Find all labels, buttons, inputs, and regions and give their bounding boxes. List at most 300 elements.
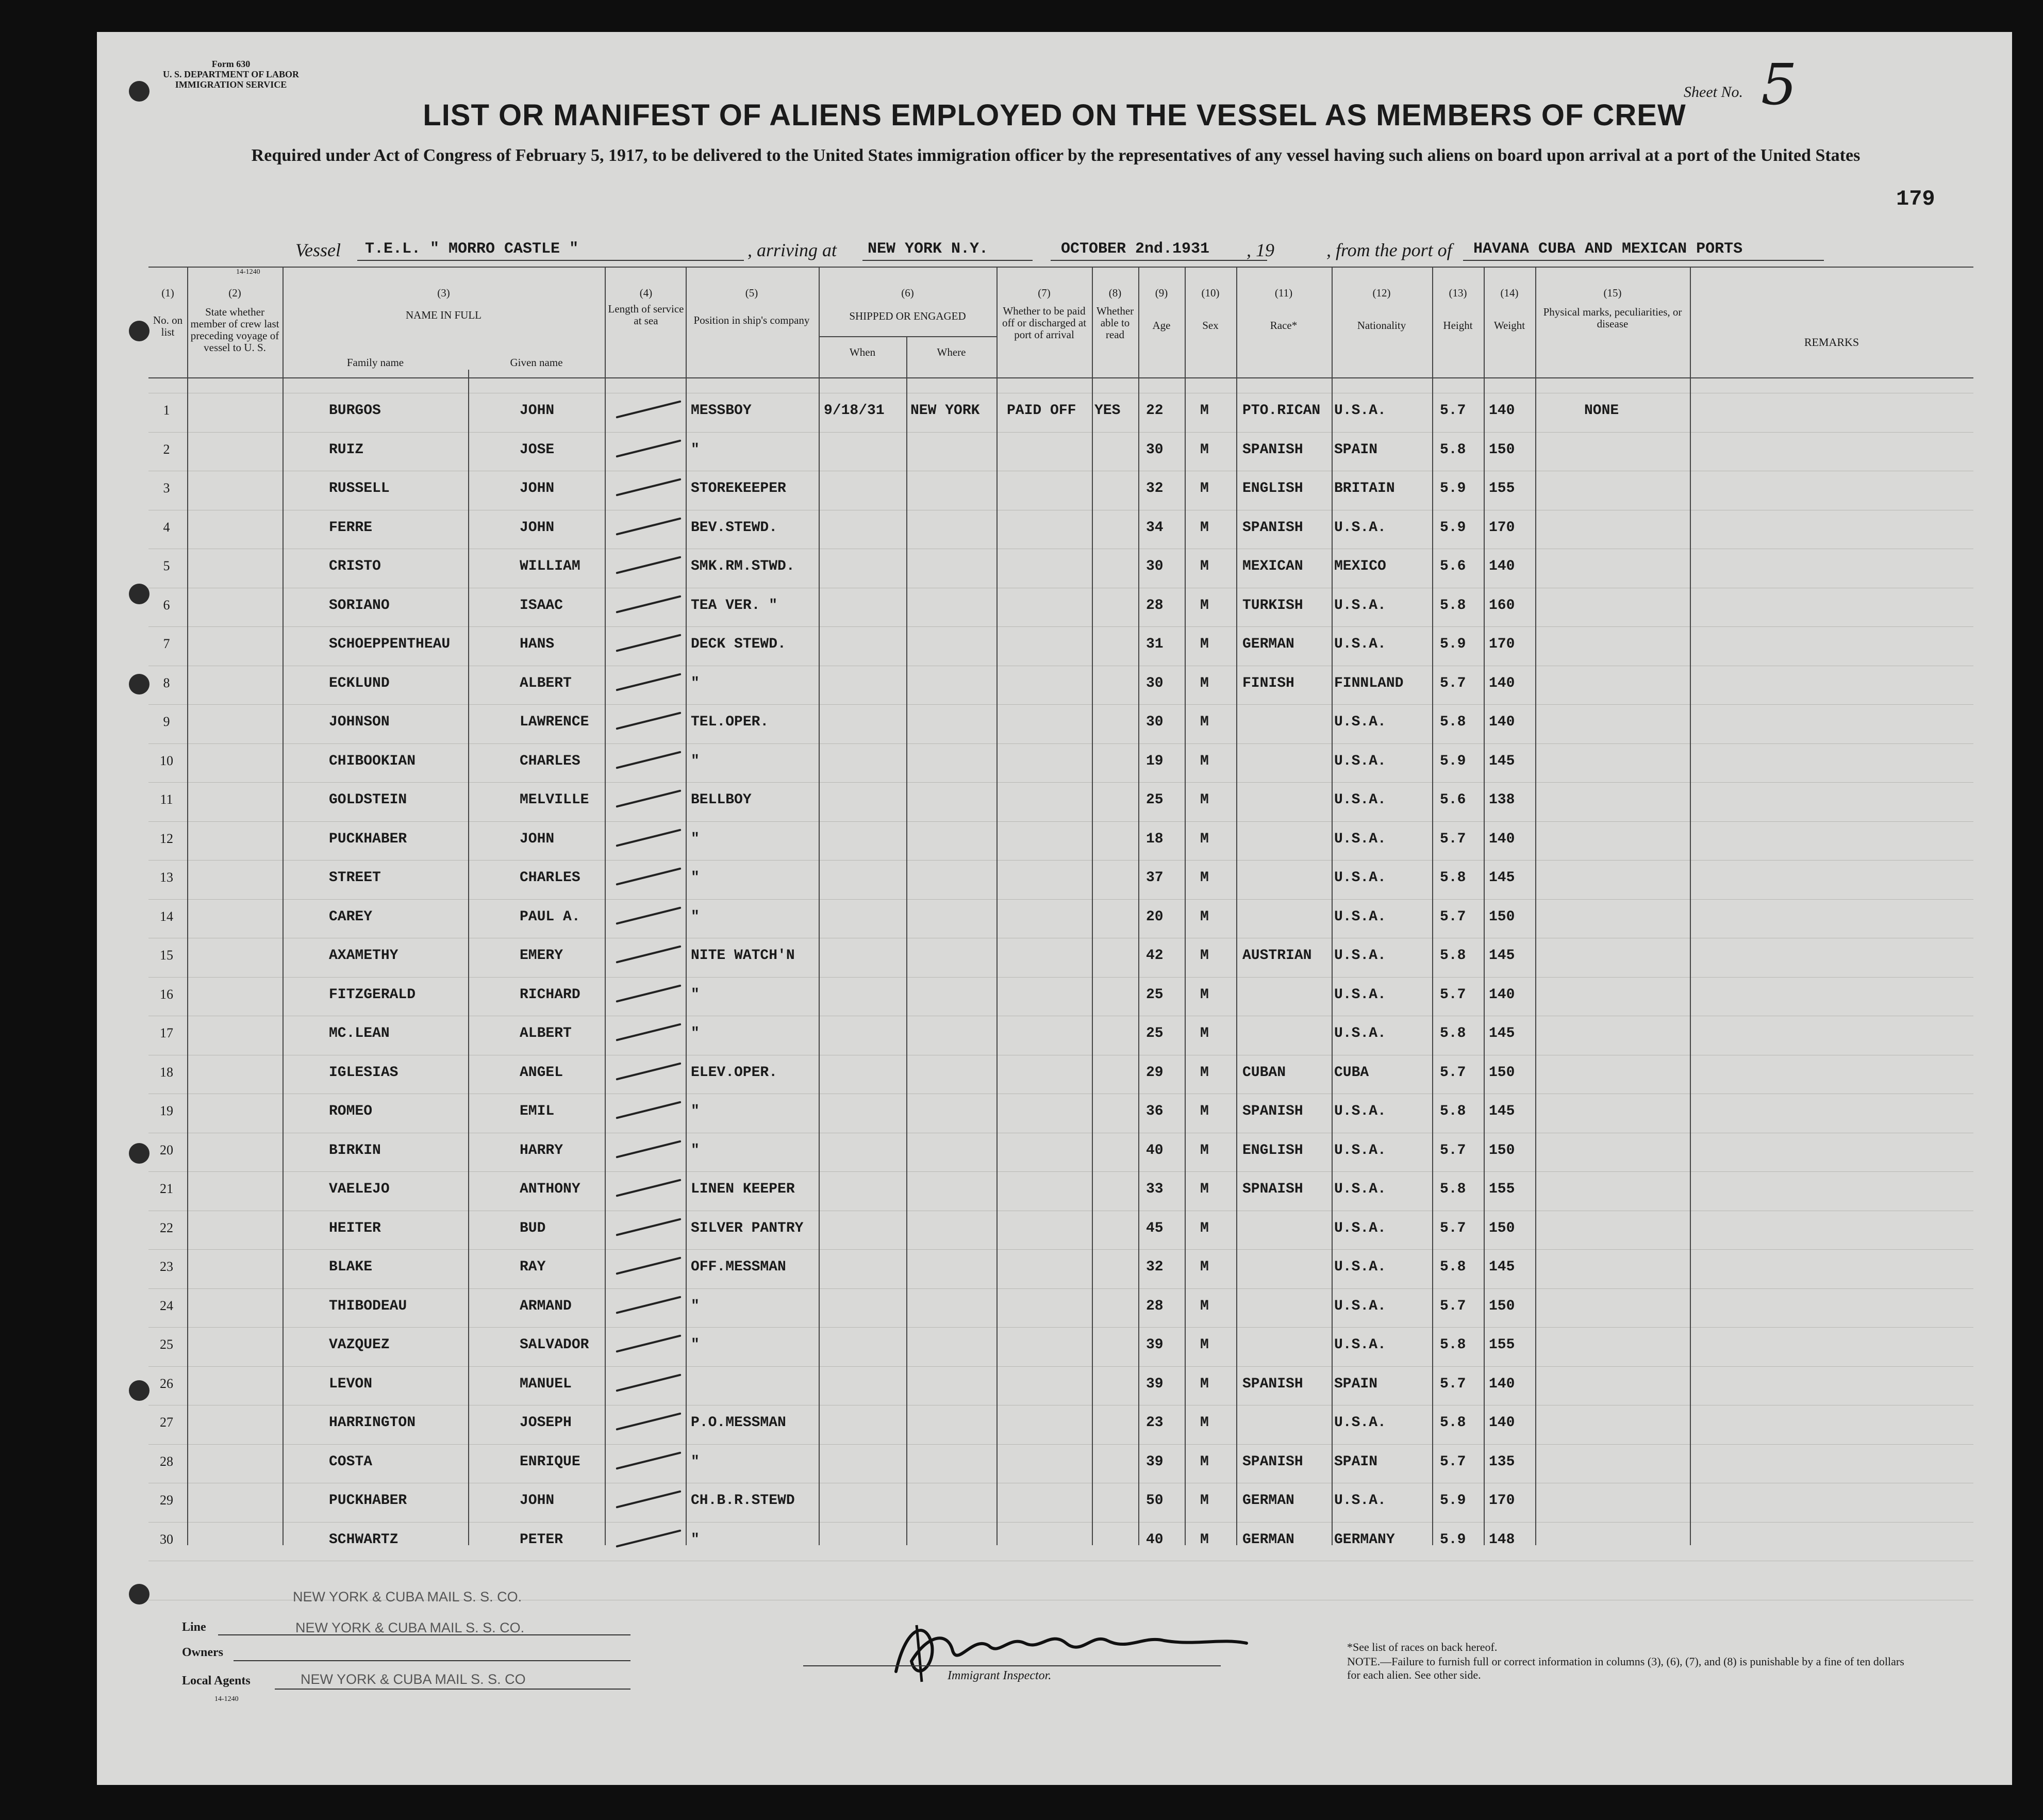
cell-family-name: IGLESIAS (329, 1064, 398, 1081)
col2-number: (2) (228, 287, 241, 299)
cell-age: 30 (1146, 714, 1164, 730)
col11-header: Race* (1270, 319, 1298, 332)
cell-family-name: BIRKIN (329, 1142, 381, 1159)
cell-age: 36 (1146, 1103, 1164, 1119)
cell-family-name: AXAMETHY (329, 948, 398, 964)
cell-position: SMK.RM.STWD. (691, 558, 795, 574)
cell-sex: M (1200, 519, 1209, 536)
cell-sex: M (1200, 636, 1209, 652)
crew-table (148, 267, 1973, 1556)
cell-sex: M (1200, 948, 1209, 964)
vessel-name: T.E.L. " MORRO CASTLE " (365, 240, 579, 258)
service-check-mark (616, 595, 681, 613)
cell-row-number: 11 (160, 792, 173, 807)
cell-family-name: ROMEO (329, 1103, 373, 1119)
cell-row-number: 2 (163, 441, 170, 457)
cell-height: 5.7 (1440, 675, 1466, 691)
cell-given-name: HARRY (520, 1142, 563, 1159)
cell-given-name: BUD (520, 1220, 546, 1236)
col5-header: Position in ship's company (693, 314, 810, 326)
cell-height: 5.8 (1440, 870, 1466, 886)
cell-weight: 140 (1489, 714, 1515, 730)
cell-age: 19 (1146, 753, 1164, 769)
cell-row-number: 7 (163, 636, 170, 651)
cell-height: 5.7 (1440, 1376, 1466, 1392)
cell-family-name: HARRINGTON (329, 1415, 416, 1431)
cell-family-name: MC.LEAN (329, 1025, 390, 1041)
cell-nationality: U.S.A. (1334, 1181, 1386, 1197)
cell-position: OFF.MESSMAN (691, 1259, 786, 1275)
cell-height: 5.8 (1440, 1337, 1466, 1353)
cell-nationality: U.S.A. (1334, 1337, 1386, 1353)
cell-weight: 170 (1489, 636, 1515, 652)
page-subtitle: Required under Act of Congress of February 5, 1917, to be delivered to the United States immigration officer by the representatives of any vessel having such aliens on board upon arrival at a port of the United States (251, 146, 1861, 165)
cell-nationality: U.S.A. (1334, 597, 1386, 614)
cell-row-number: 23 (160, 1259, 173, 1274)
cell-position: " (691, 1453, 700, 1470)
cell-row-number: 6 (163, 597, 170, 613)
cell-age: 50 (1146, 1493, 1164, 1509)
col10-number: (10) (1201, 287, 1220, 299)
cell-nationality: U.S.A. (1334, 1103, 1386, 1119)
service-check-mark (616, 439, 681, 457)
col6-number: (6) (901, 287, 914, 299)
cell-given-name: SALVADOR (520, 1337, 589, 1353)
cell-row-number: 10 (160, 753, 173, 768)
cell-sex: M (1200, 441, 1209, 458)
cell-nationality: MEXICO (1334, 558, 1386, 574)
cell-family-name: ECKLUND (329, 675, 390, 691)
cell-position: " (691, 870, 700, 886)
cell-age: 37 (1146, 870, 1164, 886)
service-check-mark (616, 400, 681, 418)
cell-nationality: FINNLAND (1334, 675, 1404, 691)
cell-weight: 150 (1489, 1142, 1515, 1159)
service-check-mark (616, 751, 681, 769)
cell-race: SPANISH (1242, 1103, 1303, 1119)
cell-height: 5.7 (1440, 1453, 1466, 1470)
col6b-header: Where (937, 346, 966, 358)
service-check-mark (616, 867, 681, 885)
cell-nationality: U.S.A. (1334, 1220, 1386, 1236)
cell-race: MEXICAN (1242, 558, 1303, 574)
col7-header: Whether to be paid off or discharged at port of arrival (1002, 305, 1087, 341)
cell-race: SPANISH (1242, 441, 1303, 458)
cell-age: 30 (1146, 441, 1164, 458)
cell-weight: 145 (1489, 948, 1515, 964)
col3a-header: Family name (346, 356, 404, 369)
cell-age: 40 (1146, 1531, 1164, 1548)
cell-row-number: 20 (160, 1142, 173, 1157)
cell-weight: 145 (1489, 753, 1515, 769)
cell-race: ENGLISH (1242, 481, 1303, 497)
cell-given-name: MANUEL (520, 1376, 572, 1392)
cell-weight: 145 (1489, 1025, 1515, 1041)
cell-row-number: 25 (160, 1337, 173, 1352)
cell-weight: 140 (1489, 831, 1515, 847)
form-header (154, 59, 308, 90)
cell-position: " (691, 1103, 700, 1119)
cell-race: PTO.RICAN (1242, 403, 1321, 419)
cell-family-name: RUIZ (329, 441, 364, 458)
cell-race: GERMAN (1242, 636, 1294, 652)
cell-shipped-where: NEW YORK (910, 403, 980, 419)
cell-row-number: 3 (163, 481, 170, 495)
cell-position: MESSBOY (691, 403, 752, 419)
cell-age: 34 (1146, 519, 1164, 536)
cell-weight: 138 (1489, 792, 1515, 808)
service-check-mark (616, 1451, 681, 1469)
cell-given-name: JOHN (520, 403, 555, 419)
cell-weight: 155 (1489, 1181, 1515, 1197)
cell-row-number: 12 (160, 831, 173, 846)
col4-number: (4) (639, 287, 653, 299)
cell-nationality: SPAIN (1334, 1453, 1378, 1470)
cell-family-name: CAREY (329, 908, 373, 925)
cell-height: 5.8 (1440, 1259, 1466, 1275)
cell-age: 18 (1146, 831, 1164, 847)
cell-given-name: JOSE (520, 441, 555, 458)
cell-family-name: PUCKHABER (329, 1493, 407, 1509)
cell-given-name: ALBERT (520, 675, 572, 691)
cell-weight: 150 (1489, 1064, 1515, 1081)
col13-header: Height (1443, 319, 1473, 332)
owners-stamp: NEW YORK & CUBA MAIL S. S. CO. (295, 1620, 525, 1635)
cell-age: 39 (1146, 1376, 1164, 1392)
line-label: Line (182, 1620, 206, 1634)
cell-age: 25 (1146, 792, 1164, 808)
cell-height: 5.6 (1440, 558, 1466, 574)
cell-race: FINISH (1242, 675, 1294, 691)
cell-row-number: 30 (160, 1531, 173, 1547)
cell-given-name: RICHARD (520, 986, 580, 1003)
col9-header: Age (1152, 319, 1171, 332)
cell-height: 5.7 (1440, 1298, 1466, 1314)
cell-height: 5.7 (1440, 1064, 1466, 1081)
cell-physical-marks: NONE (1584, 403, 1619, 419)
cell-given-name: ENRIQUE (520, 1453, 580, 1470)
cell-position: " (691, 441, 700, 458)
cell-age: 29 (1146, 1064, 1164, 1081)
cell-height: 5.9 (1440, 1493, 1466, 1509)
col1-header: No. on list (153, 314, 183, 338)
cell-sex: M (1200, 1142, 1209, 1159)
cell-family-name: LEVON (329, 1376, 373, 1392)
form-number: Form 630 (211, 59, 251, 69)
cell-nationality: U.S.A. (1334, 908, 1386, 925)
col12-header: Nationality (1357, 319, 1406, 332)
cell-row-number: 17 (160, 1025, 173, 1040)
cell-height: 5.9 (1440, 753, 1466, 769)
cell-nationality: SPAIN (1334, 441, 1378, 458)
cell-age: 32 (1146, 1259, 1164, 1275)
owners-label: Owners (182, 1646, 223, 1659)
cell-age: 32 (1146, 481, 1164, 497)
service-check-mark (616, 1062, 681, 1080)
cell-sex: M (1200, 986, 1209, 1003)
cell-row-number: 19 (160, 1103, 173, 1118)
cell-sex: M (1200, 675, 1209, 691)
cell-nationality: SPAIN (1334, 1376, 1378, 1392)
cell-given-name: JOHN (520, 519, 555, 536)
cell-nationality: U.S.A. (1334, 753, 1386, 769)
cell-weight: 140 (1489, 986, 1515, 1003)
cell-age: 39 (1146, 1453, 1164, 1470)
col3-header: NAME IN FULL (406, 309, 481, 321)
cell-given-name: LAWRENCE (520, 714, 589, 730)
cell-race: SPANISH (1242, 1376, 1303, 1392)
sheet-number-value: 5 (1761, 52, 1797, 118)
page-reference-number: 179 (1896, 187, 1935, 211)
service-check-mark (616, 906, 681, 924)
cell-weight: 150 (1489, 1298, 1515, 1314)
cell-given-name: ALBERT (520, 1025, 572, 1041)
cell-shipped-when: 9/18/31 (824, 403, 885, 419)
cell-position: " (691, 1531, 700, 1548)
cell-position: STOREKEEPER (691, 481, 786, 497)
cell-position: " (691, 1337, 700, 1353)
cell-row-number: 24 (160, 1298, 173, 1313)
cell-family-name: HEITER (329, 1220, 381, 1236)
cell-given-name: CHARLES (520, 870, 580, 886)
cell-row-number: 27 (160, 1415, 173, 1430)
service-check-mark (616, 712, 681, 730)
cell-family-name: SCHOEPPENTHEAU (329, 636, 451, 652)
cell-height: 5.8 (1440, 597, 1466, 614)
service-check-mark (616, 945, 681, 963)
cell-age: 31 (1146, 636, 1164, 652)
col5-number: (5) (745, 287, 758, 299)
cell-given-name: JOHN (520, 481, 555, 497)
cell-row-number: 14 (160, 908, 173, 924)
page-title: LIST OR MANIFEST OF ALIENS EMPLOYED ON THE VESSEL AS MEMBERS OF CREW (423, 98, 1686, 132)
fine-note: NOTE.—Failure to furnish full or correct information in columns (3), (6), (7), and (8) is punishable by a fine of ten dollars for each alien. See other side. (1347, 1655, 1904, 1681)
vessel-label: Vessel (295, 240, 341, 260)
cell-sex: M (1200, 753, 1209, 769)
cell-nationality: GERMANY (1334, 1531, 1395, 1548)
cell-position: " (691, 675, 700, 691)
col2-header: State whether member of crew last preceding voyage of vessel to U. S. (190, 306, 279, 354)
cell-age: 25 (1146, 1025, 1164, 1041)
cell-row-number: 4 (163, 519, 170, 535)
cell-given-name: HANS (520, 636, 555, 652)
cell-height: 5.8 (1440, 948, 1466, 964)
service-check-mark (616, 1490, 681, 1508)
col12-number: (12) (1372, 287, 1391, 299)
from-port-label: , from the port of (1326, 240, 1452, 260)
cell-row-number: 28 (160, 1453, 173, 1469)
cell-sex: M (1200, 403, 1209, 419)
cell-weight: 135 (1489, 1453, 1515, 1470)
cell-nationality: U.S.A. (1334, 1142, 1386, 1159)
agents-stamp: NEW YORK & CUBA MAIL S. S. CO (301, 1672, 526, 1687)
cell-family-name: BLAKE (329, 1259, 373, 1275)
cell-position: SILVER PANTRY (691, 1220, 804, 1236)
cell-height: 5.7 (1440, 908, 1466, 925)
cell-weight: 150 (1489, 908, 1515, 925)
cell-sex: M (1200, 481, 1209, 497)
cell-family-name: JOHNSON (329, 714, 390, 730)
cell-position: CH.B.R.STEWD (691, 1493, 795, 1509)
cell-family-name: VAELEJO (329, 1181, 390, 1197)
cell-family-name: VAZQUEZ (329, 1337, 390, 1353)
cell-able-to-read: YES (1094, 403, 1121, 419)
cell-weight: 140 (1489, 1415, 1515, 1431)
cell-nationality: U.S.A. (1334, 1298, 1386, 1314)
cell-given-name: ARMAND (520, 1298, 572, 1314)
cell-height: 5.7 (1440, 1220, 1466, 1236)
cell-height: 5.7 (1440, 403, 1466, 419)
cell-family-name: CRISTO (329, 558, 381, 574)
cell-family-name: SORIANO (329, 597, 390, 614)
cell-height: 5.6 (1440, 792, 1466, 808)
cell-age: 23 (1146, 1415, 1164, 1431)
col10-header: Sex (1202, 319, 1219, 332)
cell-position: P.O.MESSMAN (691, 1415, 786, 1431)
cell-race: TURKISH (1242, 597, 1303, 614)
form-service: IMMIGRATION SERVICE (175, 79, 287, 90)
cell-given-name: EMERY (520, 948, 563, 964)
cell-weight: 145 (1489, 1259, 1515, 1275)
cell-weight: 170 (1489, 519, 1515, 536)
service-check-mark (616, 984, 681, 1002)
cell-height: 5.8 (1440, 1415, 1466, 1431)
cell-family-name: PUCKHABER (329, 831, 407, 847)
cell-given-name: MELVILLE (520, 792, 589, 808)
service-check-mark (616, 1218, 681, 1236)
service-check-mark (616, 1412, 681, 1430)
form-dept: U. S. DEPARTMENT OF LABOR (162, 69, 300, 79)
cell-height: 5.9 (1440, 636, 1466, 652)
cell-row-number: 16 (160, 986, 173, 1002)
cell-given-name: WILLIAM (520, 558, 580, 574)
service-check-mark (616, 1256, 681, 1275)
cell-family-name: COSTA (329, 1453, 373, 1470)
cell-family-name: FITZGERALD (329, 986, 416, 1003)
col3b-header: Given name (510, 356, 563, 369)
cell-sex: M (1200, 831, 1209, 847)
cell-race: SPANISH (1242, 1453, 1303, 1470)
cell-nationality: U.S.A. (1334, 986, 1386, 1003)
cell-age: 28 (1146, 597, 1164, 614)
col13-number: (13) (1449, 287, 1467, 299)
service-check-mark (616, 478, 681, 496)
cell-nationality: U.S.A. (1334, 1493, 1386, 1509)
col14-number: (14) (1500, 287, 1519, 299)
cell-height: 5.8 (1440, 1025, 1466, 1041)
service-check-mark (616, 1374, 681, 1392)
cell-family-name: GOLDSTEIN (329, 792, 407, 808)
cell-sex: M (1200, 1376, 1209, 1392)
cell-age: 45 (1146, 1220, 1164, 1236)
service-check-mark (616, 634, 681, 652)
cell-race: ENGLISH (1242, 1142, 1303, 1159)
arriving-label: , arriving at (748, 240, 837, 260)
cell-sex: M (1200, 714, 1209, 730)
col9-number: (9) (1155, 287, 1168, 299)
cell-sex: M (1200, 1453, 1209, 1470)
cell-weight: 145 (1489, 1103, 1515, 1119)
cell-nationality: U.S.A. (1334, 714, 1386, 730)
cell-family-name: THIBODEAU (329, 1298, 407, 1314)
cell-given-name: PETER (520, 1531, 563, 1548)
cell-nationality: U.S.A. (1334, 403, 1386, 419)
cell-sex: M (1200, 1493, 1209, 1509)
cell-position: LINEN KEEPER (691, 1181, 795, 1197)
col4-header: Length of service at sea (608, 303, 684, 327)
cell-nationality: U.S.A. (1334, 1025, 1386, 1041)
cell-weight: 140 (1489, 675, 1515, 691)
cell-weight: 155 (1489, 481, 1515, 497)
cell-height: 5.9 (1440, 1531, 1466, 1548)
form-code-bottom: 14-1240 (214, 1695, 239, 1703)
cell-age: 33 (1146, 1181, 1164, 1197)
cell-height: 5.8 (1440, 441, 1466, 458)
cell-position: BELLBOY (691, 792, 752, 808)
races-note: *See list of races on back hereof. (1347, 1641, 1498, 1653)
cell-family-name: SCHWARTZ (329, 1531, 398, 1548)
inspector-signature (886, 1615, 1288, 1687)
col14-header: Weight (1493, 319, 1525, 332)
cell-nationality: U.S.A. (1334, 948, 1386, 964)
arrival-date: OCTOBER 2nd.1931 (1061, 240, 1210, 258)
cell-row-number: 21 (160, 1181, 173, 1196)
cell-position: " (691, 908, 700, 925)
cell-family-name: STREET (329, 870, 381, 886)
cell-weight: 150 (1489, 441, 1515, 458)
cell-position: DECK STEWD. (691, 636, 786, 652)
cell-sex: M (1200, 1298, 1209, 1314)
cell-nationality: BRITAIN (1334, 481, 1395, 497)
cell-race: SPANISH (1242, 519, 1303, 536)
cell-nationality: U.S.A. (1334, 831, 1386, 847)
cell-nationality: U.S.A. (1334, 519, 1386, 536)
cell-age: 30 (1146, 558, 1164, 574)
cell-age: 40 (1146, 1142, 1164, 1159)
cell-row-number: 13 (160, 870, 173, 885)
cell-sex: M (1200, 1259, 1209, 1275)
year-label: , 19 (1247, 240, 1274, 260)
cell-given-name: ANTHONY (520, 1181, 580, 1197)
cell-row-number: 18 (160, 1064, 173, 1080)
cell-sex: M (1200, 1220, 1209, 1236)
cell-weight: 150 (1489, 1220, 1515, 1236)
service-check-mark (616, 1296, 681, 1314)
cell-sex: M (1200, 1025, 1209, 1041)
cell-height: 5.8 (1440, 1103, 1466, 1119)
cell-sex: M (1200, 1181, 1209, 1197)
cell-age: 20 (1146, 908, 1164, 925)
service-check-mark (616, 556, 681, 574)
inspector-label: Immigrant Inspector. (948, 1669, 1052, 1682)
cell-sex: M (1200, 1064, 1209, 1081)
cell-race: SPNAISH (1242, 1181, 1303, 1197)
cell-position: " (691, 1025, 700, 1041)
cell-height: 5.7 (1440, 831, 1466, 847)
service-check-mark (616, 1334, 681, 1352)
col15-header: Physical marks, peculiarities, or disease (1543, 306, 1682, 330)
arriving-value: NEW YORK N.Y. (868, 240, 989, 258)
cell-sex: M (1200, 870, 1209, 886)
cell-row-number: 29 (160, 1493, 173, 1508)
cell-nationality: U.S.A. (1334, 792, 1386, 808)
cell-row-number: 8 (163, 675, 170, 690)
col11-number: (11) (1274, 287, 1293, 299)
cell-height: 5.9 (1440, 481, 1466, 497)
cell-nationality: U.S.A. (1334, 1415, 1386, 1431)
cell-position: BEV.STEWD. (691, 519, 778, 536)
cell-weight: 140 (1489, 403, 1515, 419)
